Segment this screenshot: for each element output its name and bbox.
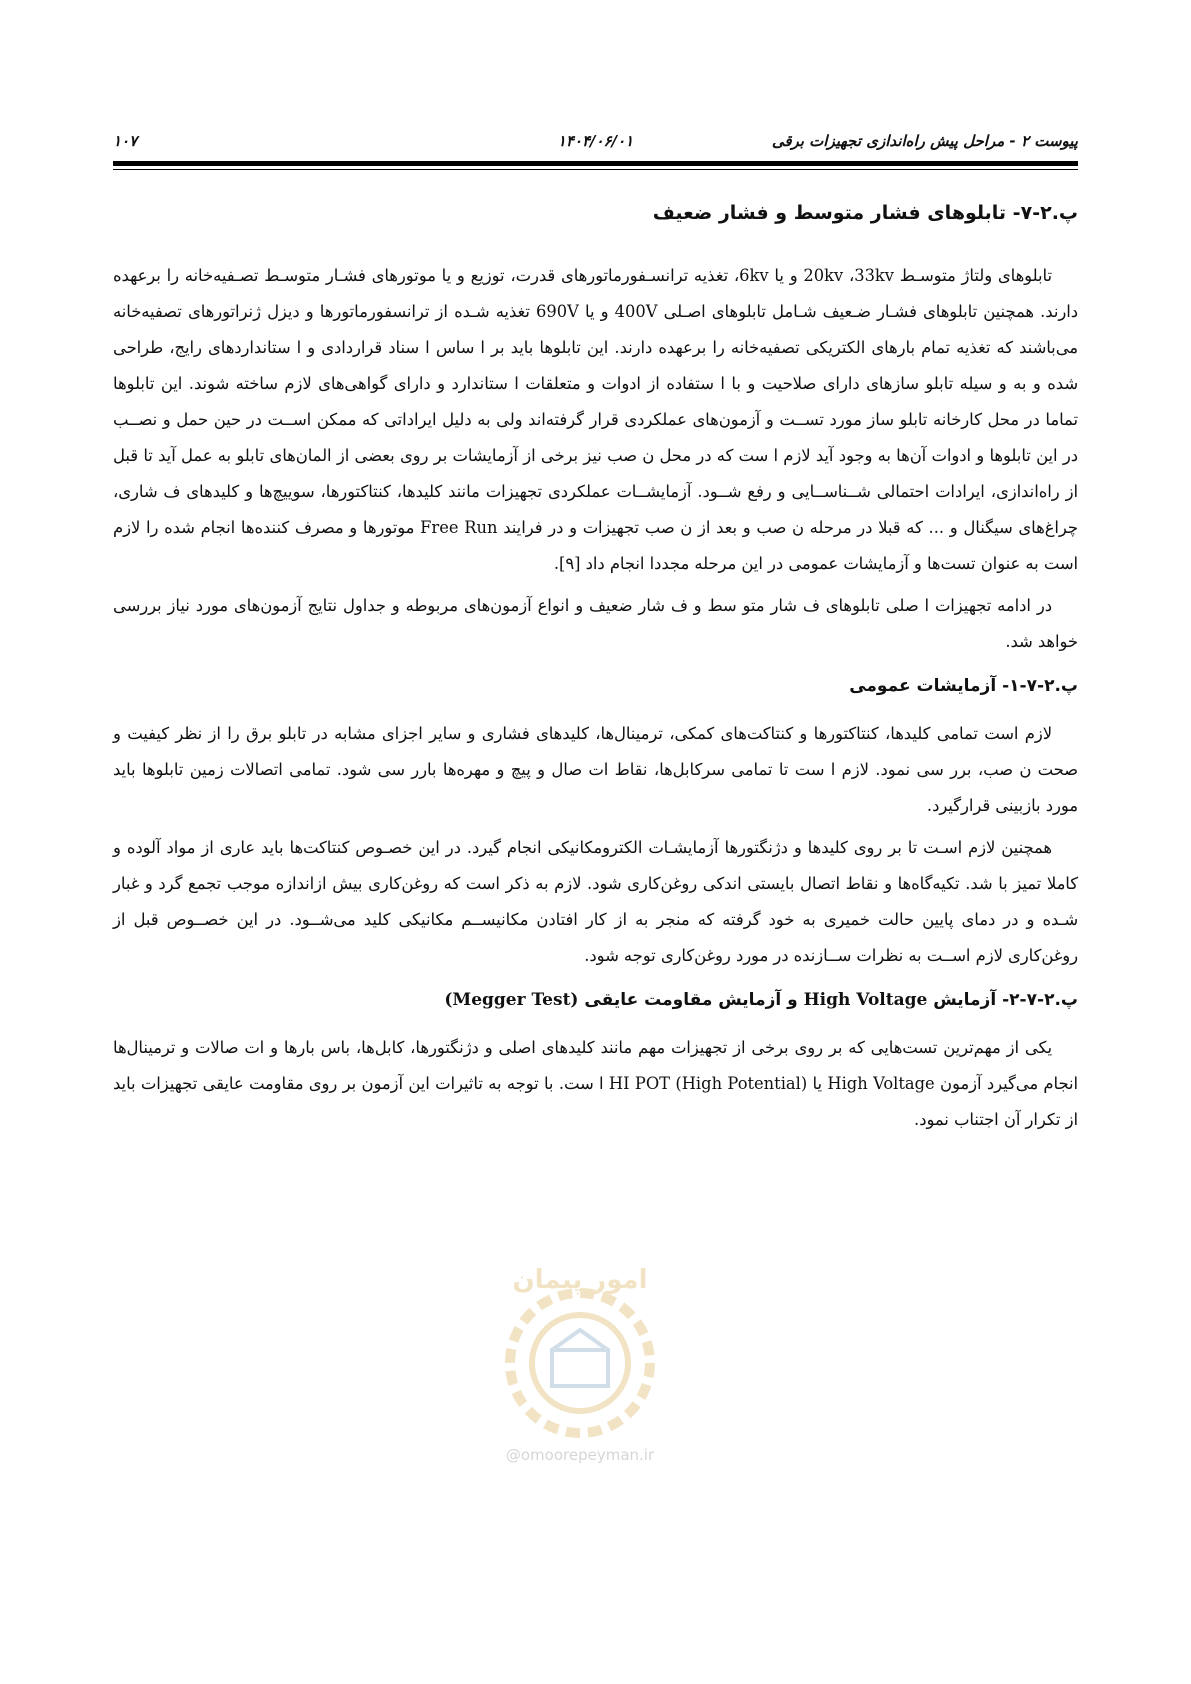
subsection-1-heading: پ.۲-۷-۱- آزمایشات عمومی bbox=[849, 676, 1078, 696]
subsection-2-heading-latin-1: High Voltage bbox=[803, 990, 928, 1010]
header-page-number: ۱۰۷ bbox=[113, 132, 138, 150]
subsection-2-heading-prefix: پ.۲-۷-۲- آزمایش bbox=[927, 990, 1078, 1010]
section-paragraph-2: در ادامه تجهیزات ا صلی تابلوهای ف شار متو سط و ف شار ضعیف و انواع آزمون‌های مربوطه و جداول نتایج آزمون‌های مورد نیاز بررسی خواهد شد. bbox=[113, 596, 1078, 651]
section-heading: پ.۲-۷- تابلوهای فشار متوسط و فشار ضعیف bbox=[652, 202, 1078, 224]
watermark bbox=[480, 1248, 680, 1478]
header-rule-thin bbox=[113, 169, 1078, 170]
header-rule-thick bbox=[113, 161, 1078, 166]
watermark-logo-text: امور پیمان bbox=[512, 1265, 648, 1295]
subsection-2-heading-latin-2: (Megger Test) bbox=[444, 990, 579, 1010]
page-header bbox=[113, 128, 1078, 156]
header-title: پیوست ۲ - مراحل پیش راه‌اندازی تجهیزات برقی bbox=[771, 132, 1078, 150]
header-date: ۱۴۰۴/۰۶/۰۱ bbox=[557, 132, 634, 150]
section-paragraph-1: تابلوهای ولتاژ متوسـط 20kv ،33kv و یا 6kv، تغذیه ترانسـفورماتورهای قدرت، توزیع و یا موتورهای فشـار متوسـط تصـفیه‌خانه را برعهده دارند. همچنین تابلوهای فشـار ضـعیف شـامل تابلوهای اصـلی 400V و یا 690V تغذیه شـده از ترانسفورماتورها و دیزل ژنراتورهای تصفیه‌خانه می‌باشند که تغذیه تمام بارهای الکتریکی تصفیه‌خانه را برعهده دارند. این تابلوها باید بر ا ساس ا سناد قراردادی و ا ستانداردهای رایج، طراحی شده و به و سیله تابلو سازهای دارای صلاحیت و با ا ستفاده از ادوات و متعلقات ا ستاندارد و دارای گواهی‌های لازم ساخته شوند. این تابلوها تماما در محل کارخانه تابلو ساز مورد تســت و آزمون‌های عملکردی قرار گرفته‌اند ولی به دلیل ایراداتی که ممکن اســت در حین حمل و نصــب در این تابلوها و ادوات آن‌ها به وجود آید لازم ا ست که در محل ن صب نیز برخی از آزمایشات بر روی بعضی از المان‌های تابلو به عمل آید تا قبل از راه‌اندازی، ایرادات احتمالی شــناســایی و رفع شــود. آزمایشــات عملکردی تجهیزات مانند کلیدها، کنتاکتورها، سوییچ‌ها و کلیدهای ف شاری، چراغ‌های سیگنال و ... که قبلا در مرحله ن صب و بعد از ن صب تجهیزات و در فرایند Free Run موتورها و مصرف کننده‌ها انجام شده را لازم است به عنوان تست‌ها و آزمایشات عمومی در این مرحله مجددا انجام داد [۹]. bbox=[113, 266, 1078, 573]
watermark-logo-icon bbox=[480, 1248, 680, 1443]
subsection-2-heading bbox=[113, 986, 1078, 1014]
watermark-caption: @omoorepeyman.ir bbox=[505, 1446, 655, 1464]
page-content bbox=[113, 190, 1078, 1144]
subsection-2-paragraph-1: یکی از مهم‌ترین تست‌هایی که بر روی برخی از تجهیزات مهم مانند کلیدهای اصلی و دژنگتورها، کابل‌ها، باس بارها و ات صالات و ترمینال‌ها انجام می‌گیرد آزمون High Voltage یا HI POT (High Potential) ا ست. با توجه به تاثیرات این آزمون بر روی مقاومت عایقی تجهیزات باید از تکرار آن اجتناب نمود. bbox=[113, 1038, 1079, 1129]
subsection-1-paragraph-1: لازم است تمامی کلیدها، کنتاکتورها و کنتاکت‌های کمکی، ترمینال‌ها، کلیدهای فشاری و سایر اجزای مشابه در تابلو برق را از نظر کیفیت و صحت ن صب، برر سی نمود. لازم ا ست تا تمامی سرکابل‌ها، نقاط ات صال و پیچ و مهره‌ها بارر سی شود. تمامی اتصالات زمین تابلوها باید مورد بازبینی قرارگیرد. bbox=[113, 724, 1078, 815]
subsection-1-paragraph-2: همچنین لازم اسـت تا بر روی کلیدها و دژنگتورها آزمایشـات الکترومکانیکی انجام گیرد. در این خصـوص کنتاکت‌ها باید عاری از مواد آلوده و کاملا تمیز با شد. تکیه‌گاه‌ها و نقاط اتصال بایستی اندکی روغن‌کاری شود. لازم به ذکر است که روغن‌کاری بیش ازاندازه موجب تجمع گرد و غبار شـده و در دمای پایین حالت خمیری به خود گرفته که منجر به از کار افتادن مکانیســم مکانیکی کلید می‌شــود. در این خصــوص قبل از روغن‌کاری لازم اســت به نظرات ســازنده در مورد روغن‌کاری توجه شود. bbox=[113, 838, 1078, 965]
subsection-2-heading-middle: و آزمایش مقاومت عایقی bbox=[578, 990, 804, 1010]
